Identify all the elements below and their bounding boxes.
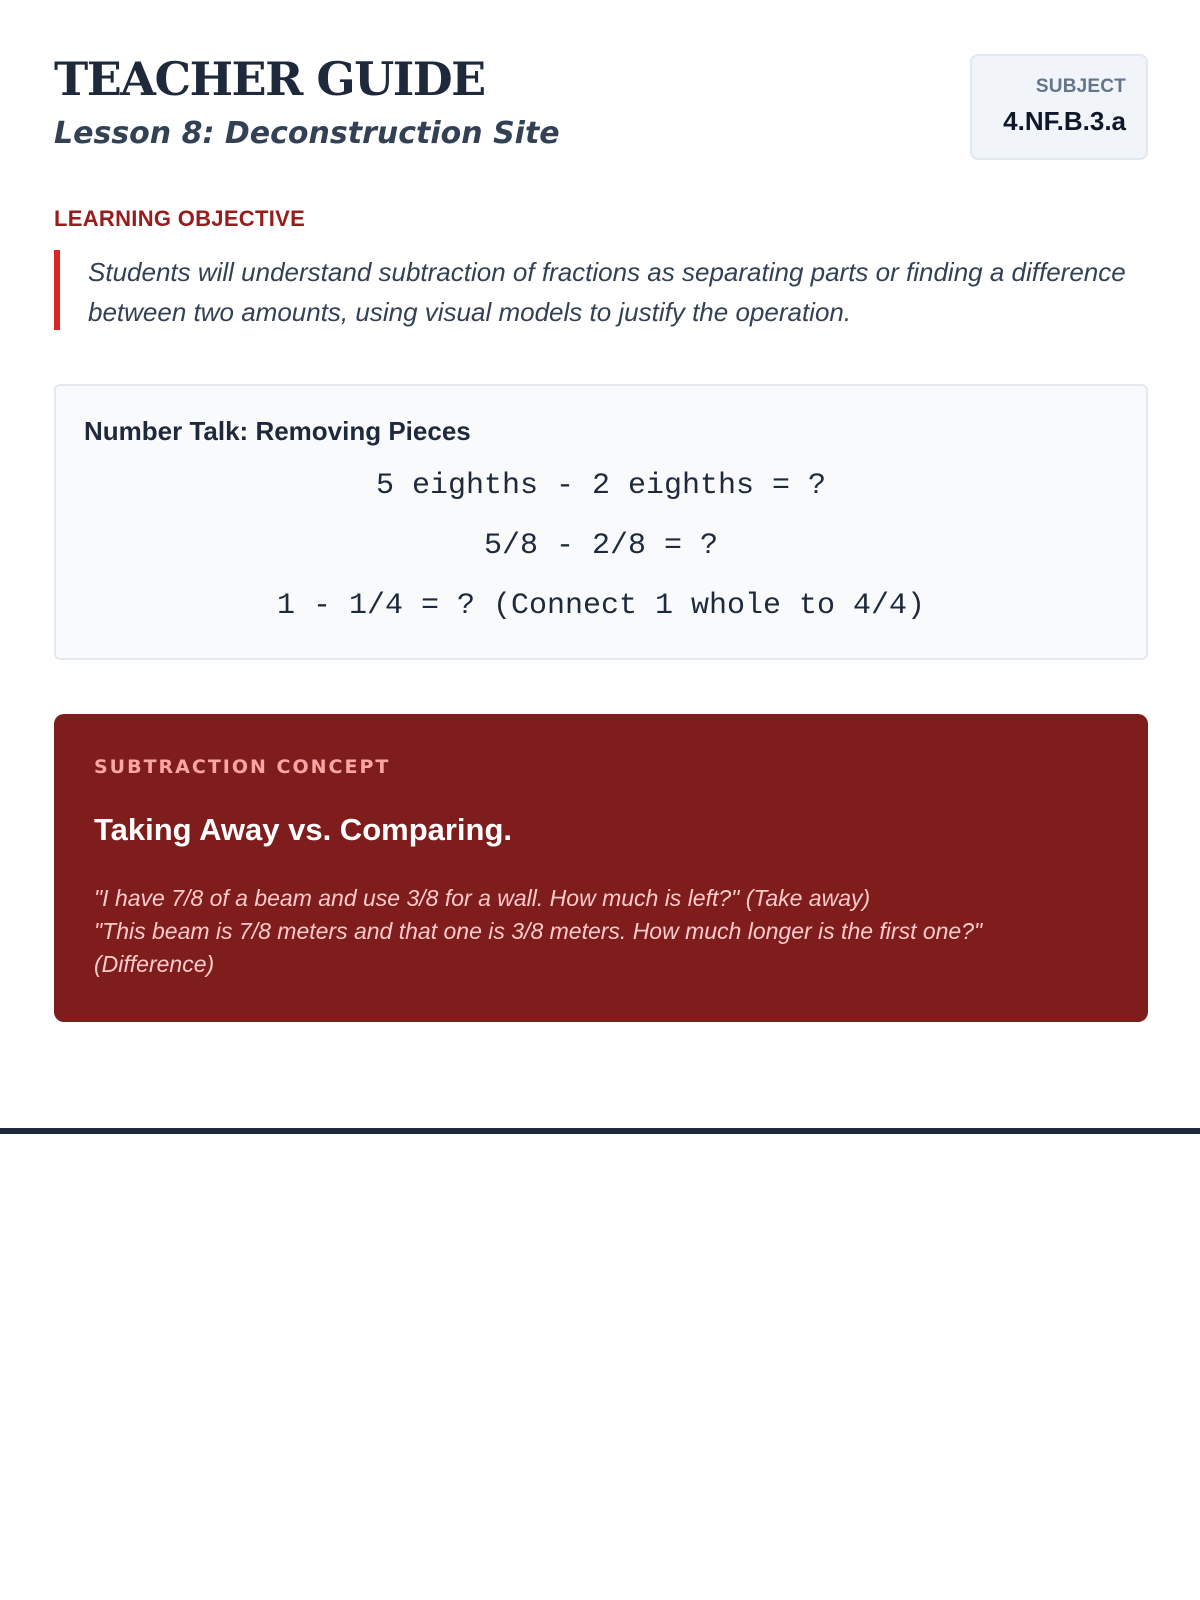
- lesson-subtitle: Lesson 8: Deconstruction Site: [54, 116, 560, 151]
- concept-title: Taking Away vs. Comparing.: [94, 812, 513, 847]
- take-away-example: "I have 7/8 of a beam and use 3/8 for a wall. How much is left?" (Take away): [94, 885, 871, 911]
- concept-examples: [94, 882, 1094, 981]
- page-title: TEACHER GUIDE: [54, 52, 485, 106]
- page-header: [54, 50, 1148, 170]
- subject-value: 4.NF.B.3.a: [1003, 105, 1126, 136]
- number-talk-title: Number Talk: Removing Pieces: [84, 416, 471, 446]
- difference-example: "This beam is 7/8 meters and that one is 3/8 meters. How much longer is the first one?" (Difference): [94, 918, 983, 977]
- number-talk-panel: [54, 384, 1148, 660]
- objective-text: Students will understand subtraction of fractions as separating parts or finding a difference between two amounts, using visual models to justify the operation.: [88, 257, 1126, 327]
- equation-eighths-fraction: 5/8 - 2/8 = ?: [483, 529, 719, 563]
- equation-eighths-words: 5 eighths - 2 eighths = ?: [375, 469, 827, 503]
- subject-badge: [970, 54, 1148, 160]
- subject-label: SUBJECT: [1035, 76, 1126, 97]
- objective-quote: [54, 250, 1148, 330]
- concept-label: SUBTRACTION CONCEPT: [94, 756, 391, 778]
- objective-heading: LEARNING OBJECTIVE: [54, 206, 306, 231]
- subtraction-concept-card: [54, 714, 1148, 1022]
- equation-whole-minus-quarter: 1 - 1/4 = ? (Connect 1 whole to 4/4): [276, 589, 926, 623]
- equation-list: [56, 468, 1146, 648]
- footer-divider: [0, 1128, 1200, 1134]
